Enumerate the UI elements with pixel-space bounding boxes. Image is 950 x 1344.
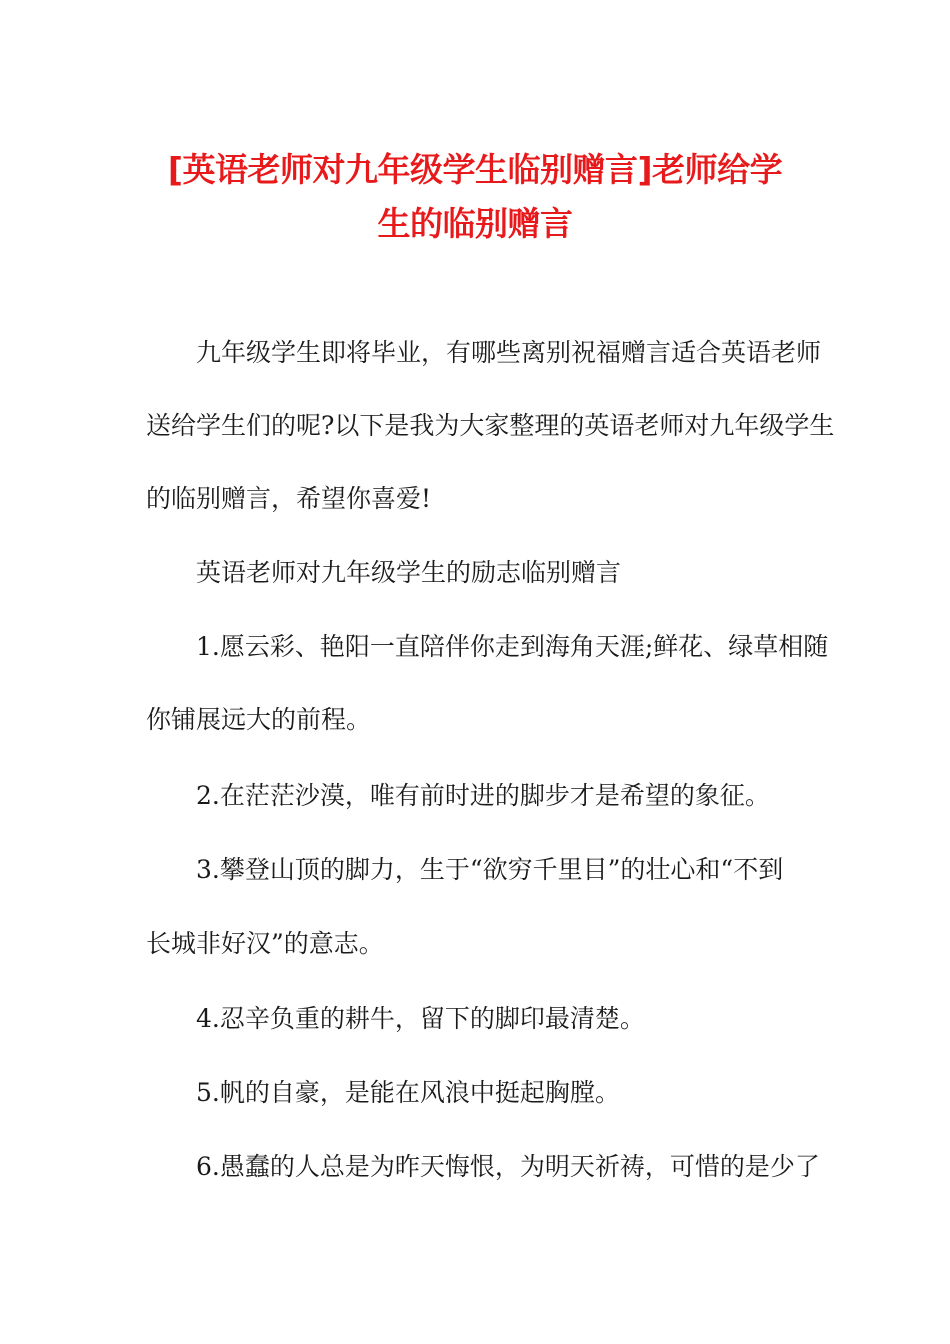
body-line-10: 4.忍辛负重的耕牛，留下的脚印最清楚。 — [146, 1004, 645, 1033]
title-line-1: [英语老师对九年级学生临别赠言]老师给学 — [167, 150, 783, 189]
title-line-2: 生的临别赠言 — [377, 204, 573, 243]
body-line-7: 2.在茫茫沙漠，唯有前时进的脚步才是希望的象征。 — [146, 781, 770, 810]
body-line-11: 5.帆的自豪，是能在风浪中挺起胸膛。 — [146, 1078, 620, 1107]
body-line-2: 送给学生们的呢?以下是我为大家整理的英语老师对九年级学生 — [146, 411, 835, 440]
body-line-5: 1.愿云彩、艳阳一直陪伴你走到海角天涯;鲜花、绿草相随 — [146, 632, 829, 661]
body-line-12: 6.愚蠢的人总是为昨天悔恨，为明天祈祷，可惜的是少了 — [146, 1152, 820, 1181]
body-line-1: 九年级学生即将毕业，有哪些离别祝福赠言适合英语老师 — [146, 338, 822, 367]
body-line-8: 3.攀登山顶的脚力，生于“欲穷千里目”的壮心和“不到 — [146, 855, 784, 884]
body-line-6: 你铺展远大的前程。 — [146, 705, 372, 734]
section-heading: 英语老师对九年级学生的励志临别赠言 — [146, 558, 622, 587]
document-title — [120, 143, 830, 251]
body-line-3: 的临别赠言，希望你喜爱! — [146, 484, 432, 513]
body-line-9: 长城非好汉”的意志。 — [146, 929, 384, 958]
